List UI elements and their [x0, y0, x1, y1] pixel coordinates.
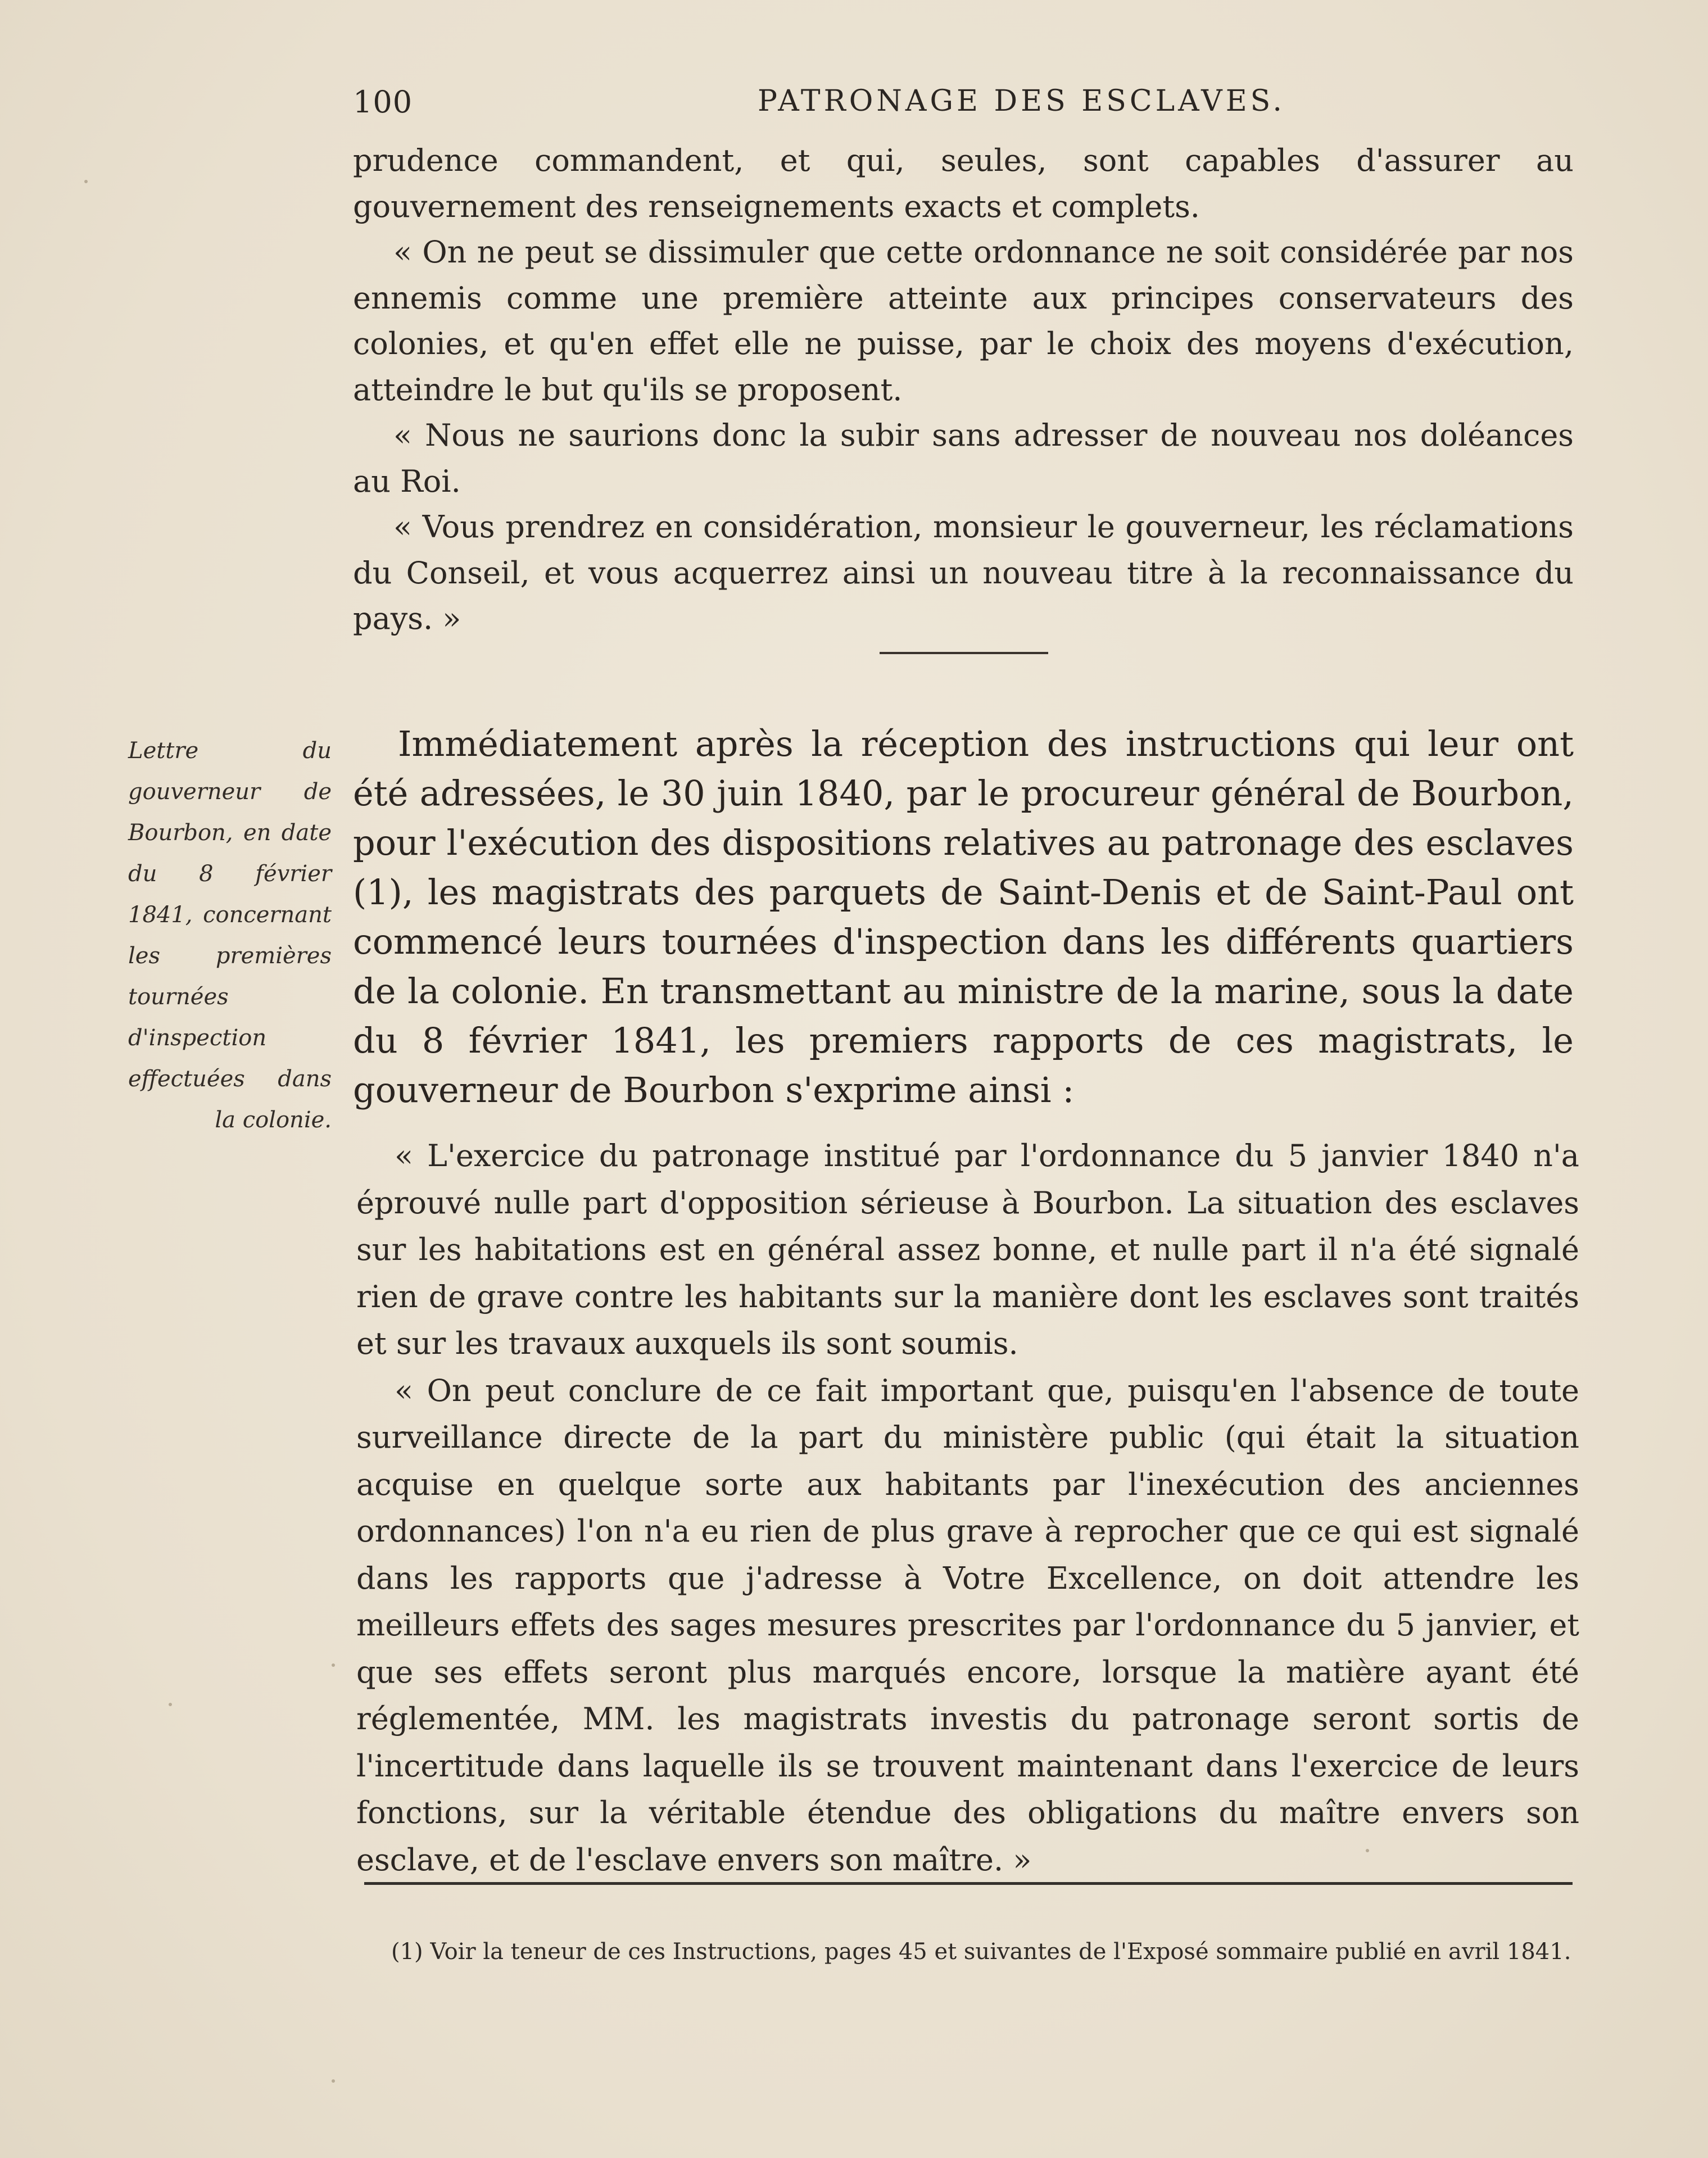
paper-speck: [1366, 1849, 1369, 1852]
letter-paragraph: « L'exercice du patronage institué par l'ordonnance du 5 janvier 1840 n'a éprouvé nulle part d'opposition sérieuse à Bourbon. La situation des esclaves sur les habitations est en général assez bonne, et nulle part il n'a été signalé rien de grave contre les habitants sur la manière dont les esclaves sont traités et sur les travaux auxquels ils sont soumis.: [356, 1138, 1579, 1361]
quote-paragraph: prudence commandent, et qui, seules, sont capables d'assurer au gouvernement des renseignements exacts et complets.: [353, 143, 1574, 224]
letter-paragraph: « On peut conclure de ce fait important que, puisqu'en l'absence de toute surveillance directe de la part du ministère public (qui était la situation acquise en quelque sorte aux habitants par l'inexécution des anciennes ordonnances) l'on n'a eu rien de plus grave à reprocher que ce qui est signalé dans les rapports que j'adresse à Votre Excellence, on doit attendre les meilleurs effets des sages mesures prescrites par l'ordonnance du 5 janvier, et que ses effets seront plus marqués encore, lorsque la matière ayant été réglementée, MM. les magistrats investis du patronage seront sortis de l'incertitude dans laquelle ils se trouvent maintenant dans l'exercice de leurs fonctions, sur la véritable étendue des obligations du maître envers son esclave, et de l'esclave envers son maître. »: [356, 1372, 1579, 1878]
running-title: PATRONAGE DES ESCLAVES.: [758, 84, 1285, 118]
footnote: (1) Voir la teneur de ces Instructions, pages 45 et suivantes de l'Exposé sommaire publié en avril 1841.: [391, 1939, 1571, 1965]
paper-speck: [84, 180, 88, 183]
section-divider: [880, 652, 1048, 654]
main-paragraph-block: [353, 719, 1574, 1115]
quote-paragraph: « On ne peut se dissimuler que cette ordonnance ne soit considérée par nos ennemis comme une première atteinte aux principes conservateurs des colonies, et qu'en effet elle ne puisse, par le choix des moyens d'exécution, atteindre le but qu'ils se proposent.: [353, 234, 1574, 407]
main-paragraph: Immédiatement après la réception des instructions qui leur ont été adressées, le 30 juin 1840, par le procureur général de Bourbon, pour l'exécution des dispositions relatives au patronage des esclaves (1), les magistrats des parquets de Saint-Denis et de Saint-Paul ont commencé leurs tournées d'inspection dans les différents quartiers de la colonie. En transmettant au ministre de la marine, sous la date du 8 février 1841, les premiers rapports de ces magistrats, le gouverneur de Bourbon s'exprime ainsi :: [353, 723, 1574, 1110]
margin-note: Lettre du gouverneur de Bourbon, en date du 8 février 1841, concernant les premières tournées d'inspection effectuées dans la colonie.: [128, 738, 332, 1133]
paper-speck: [332, 2079, 335, 2083]
quote-paragraph: « Nous ne saurions donc la subir sans adresser de nouveau nos doléances au Roi.: [353, 418, 1574, 499]
paper-speck: [169, 1703, 172, 1706]
page-number: 100: [353, 84, 413, 120]
quoted-council-text: [353, 138, 1574, 642]
governor-letter-quote: [356, 1132, 1579, 1883]
page-header: [353, 84, 1578, 135]
footnote-rule: [364, 1882, 1573, 1885]
quote-paragraph: « Vous prendrez en considération, monsieur le gouverneur, les réclamations du Conseil, et vous acquerrez ainsi un nouveau titre à la reconnaissance du pays. »: [353, 509, 1574, 636]
paper-speck: [332, 1663, 335, 1667]
